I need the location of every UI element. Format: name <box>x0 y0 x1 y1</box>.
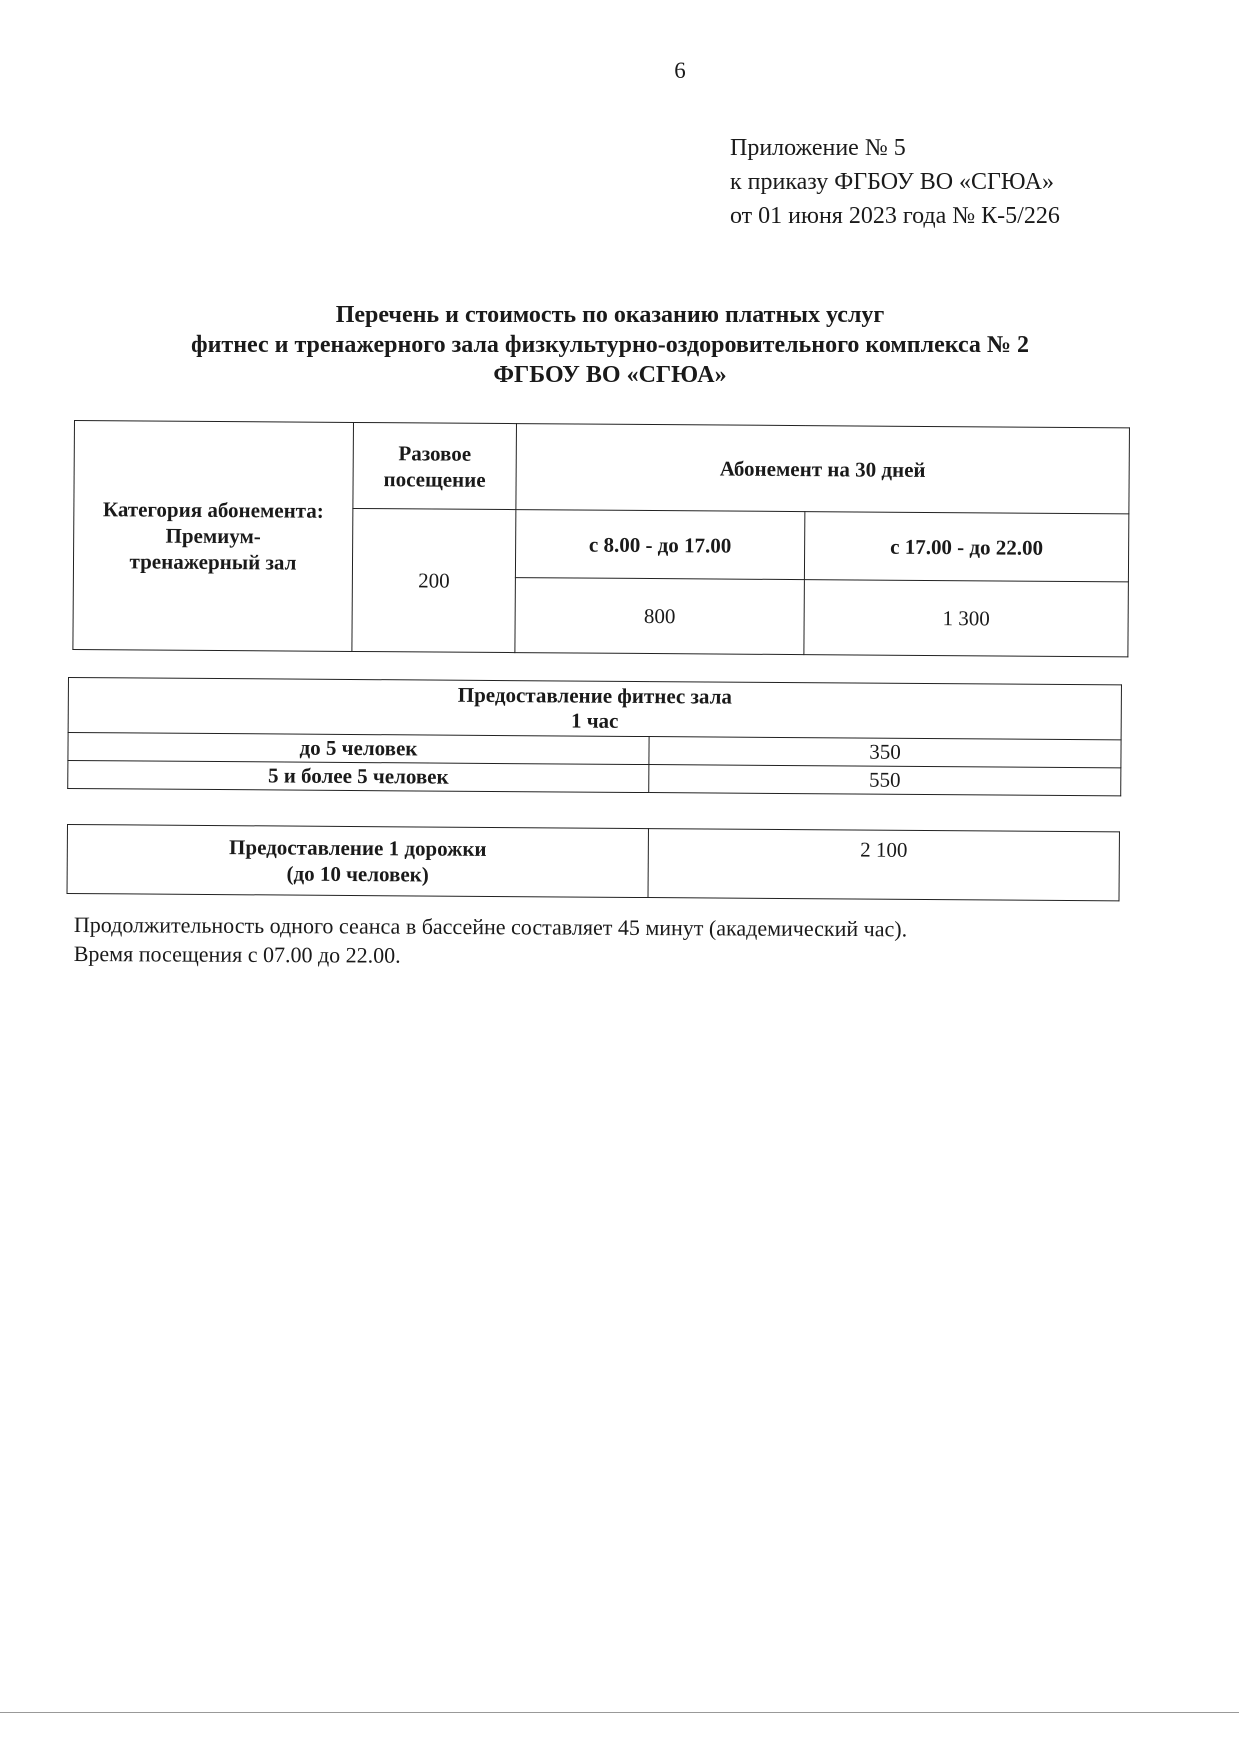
gym-pricing-table <box>72 420 1130 657</box>
appendix-line-order: к приказу ФГБОУ ВО «СГЮА» <box>730 169 1055 195</box>
page-number: 6 <box>674 58 686 83</box>
fitness-hall-header <box>68 678 1121 740</box>
period-evening: с 17.00 - до 22.00 <box>804 512 1128 582</box>
note-session-duration: Продолжительность одного сеанса в бассейне составляет 45 минут (академический час). <box>73 912 908 942</box>
note-visit-hours: Время посещения с 07.00 до 22.00. <box>73 940 401 968</box>
appendix-reference <box>730 131 1060 233</box>
table-row <box>68 761 1121 796</box>
period-daytime: с 8.00 - до 17.00 <box>515 510 804 580</box>
lane-rental-table <box>67 824 1120 901</box>
fitness-hall-header-line-2: 1 час <box>570 708 619 733</box>
document-title <box>70 300 1150 390</box>
category-name-line-1: Премиум- <box>165 523 261 549</box>
category-cell <box>73 421 354 652</box>
subscription-header: Абонемент на 30 дней <box>516 424 1130 514</box>
group-size-label: 5 и более 5 человек <box>68 761 649 793</box>
lane-rental-label <box>67 825 648 898</box>
category-name-line-2: тренажерный зал <box>129 549 297 575</box>
lane-rental-label-line-2: (до 10 человек) <box>286 861 429 887</box>
group-size-price: 350 <box>649 737 1121 768</box>
single-visit-price: 200 <box>352 508 516 652</box>
notes <box>74 910 908 972</box>
single-visit-header-line-1: Разовое <box>398 440 472 466</box>
bottom-divider <box>0 1712 1239 1713</box>
lane-rental-price: 2 100 <box>648 829 1119 901</box>
title-line-2: фитнес и тренажерного зала физкультурно-оздоровительного комплекса № 2 <box>190 332 1030 358</box>
title-line-1: Перечень и стоимость по оказанию платных услуг <box>335 302 885 328</box>
price-daytime: 800 <box>515 578 805 655</box>
single-visit-header-line-2: посещение <box>383 466 486 492</box>
lane-rental-label-line-1: Предоставление 1 дорожки <box>229 835 487 861</box>
category-label: Категория абонемента: <box>102 497 324 523</box>
single-visit-header <box>353 422 517 509</box>
price-evening: 1 300 <box>804 580 1129 657</box>
group-size-price: 550 <box>649 765 1121 796</box>
appendix-line-date: от 01 июня 2023 года № К-5/226 <box>730 203 1060 229</box>
fitness-hall-header-line-1: Предоставление фитнес зала <box>457 682 733 709</box>
group-size-label: до 5 человек <box>68 733 649 765</box>
fitness-hall-table <box>67 677 1122 796</box>
title-line-3: ФГБОУ ВО «СГЮА» <box>493 362 727 388</box>
appendix-line-number: Приложение № 5 <box>730 135 906 161</box>
